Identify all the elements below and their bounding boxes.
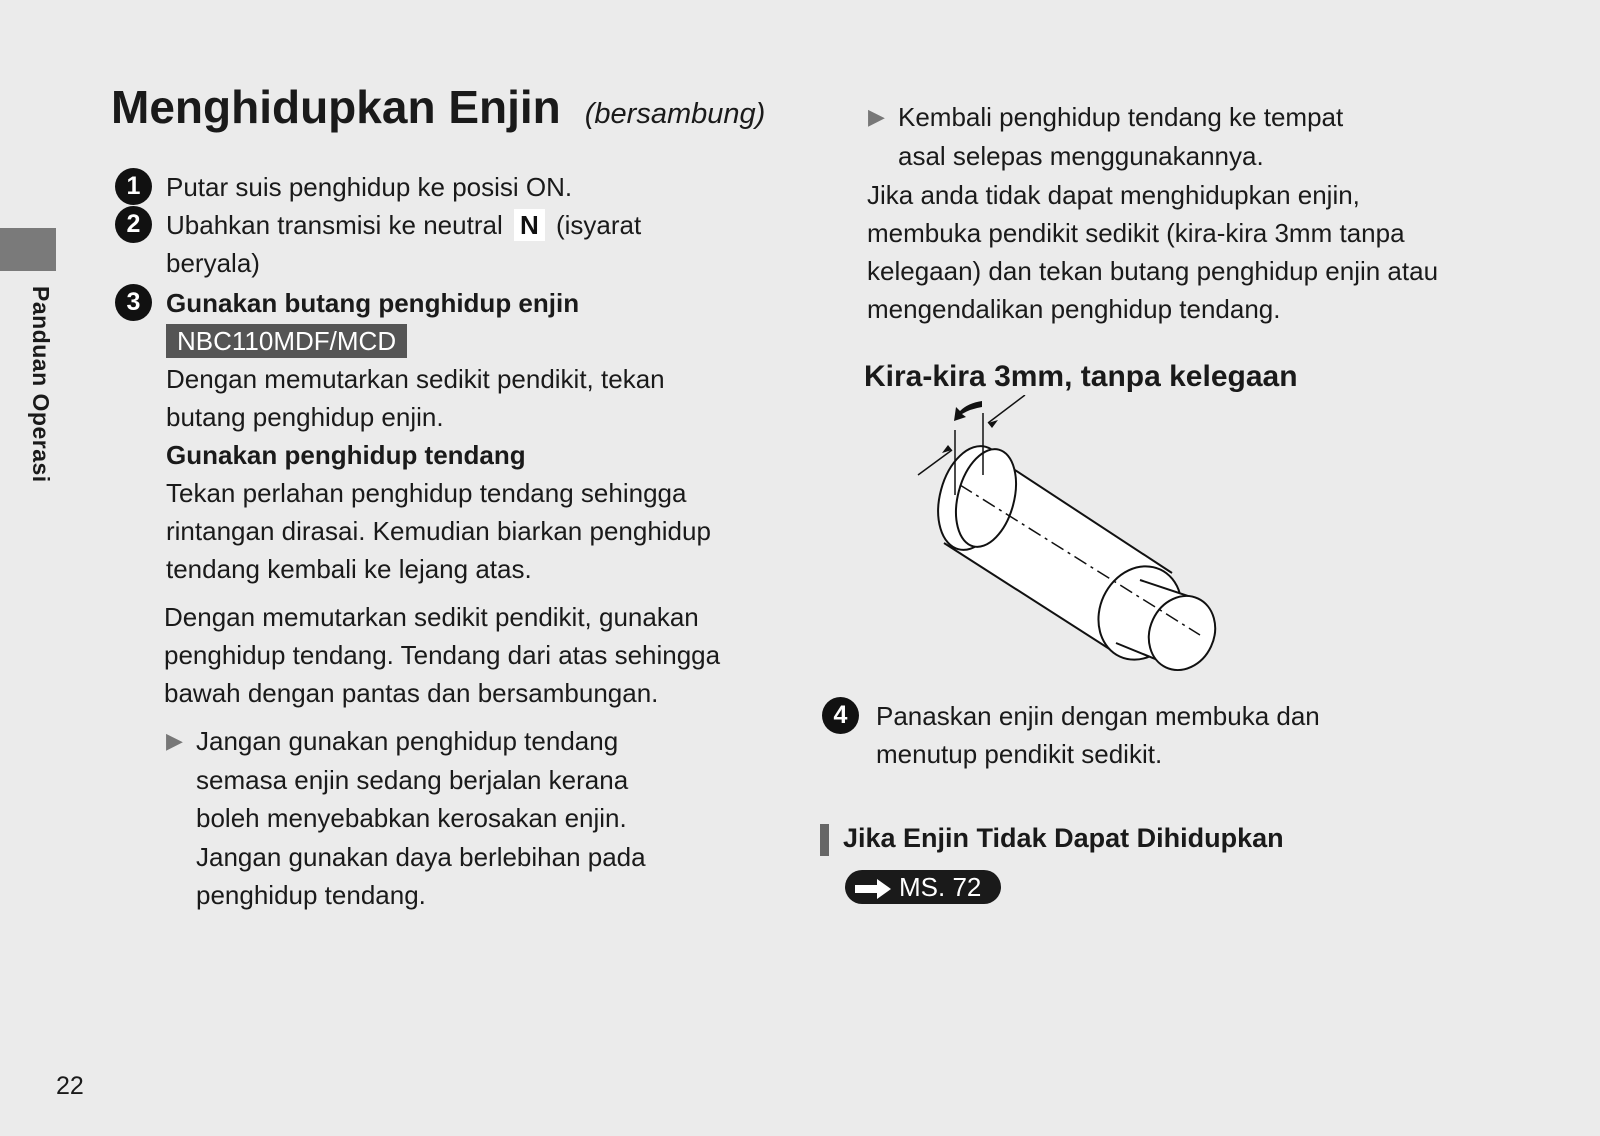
step-2-text-after: (isyarat beryala): [166, 210, 642, 278]
page-number: 22: [56, 1072, 84, 1100]
title-text: Menghidupkan Enjin: [111, 81, 561, 133]
note-left-text: Jangan gunakan penghidup tendang semasa enjin sedang berjalan kerana boleh menyebabkan kerosakan enjin. Jangan gunakan daya berlebihan pada penghidup tendang.: [196, 726, 646, 910]
right-paragraph: Jika anda tidak dapat menghidupkan enjin, membuka pendikit sedikit (kira-kira 3mm tanpa kelegaan) dan tekan butang penghidup enjin atau mengendalikan penghidup tendang.: [867, 180, 1439, 324]
triangle-bullet-icon: ▶: [166, 728, 183, 753]
kick-start-paragraph: Dengan memutarkan sedikit pendikit, gunakan penghidup tendang. Tendang dari atas sehingga bawah dengan pantas dan bersambungan.: [164, 602, 721, 708]
step-2: [115, 206, 715, 282]
neutral-indicator-badge: N: [514, 209, 545, 241]
triangle-bullet-icon: ▶: [868, 104, 885, 129]
step-number-2: 2: [115, 206, 152, 243]
step-3-heading: Gunakan butang penghidup enjin: [166, 288, 580, 318]
step-number-4: 4: [822, 697, 859, 734]
page-reference-link[interactable]: [845, 870, 1001, 904]
section-heading-text: Jika Enjin Tidak Dapat Dihidupkan: [843, 823, 1284, 853]
step-2-text: Ubahkan transmisi ke neutral: [166, 210, 503, 240]
step-4: [822, 697, 1382, 773]
step-3-text-2: Tekan perlahan penghidup tendang sehingga rintangan dirasai. Kemudian biarkan penghidup tendang kembali ke lejang atas.: [166, 478, 711, 584]
throttle-grip-illustration: [900, 395, 1260, 685]
title-subtitle: (bersambung): [584, 98, 766, 130]
figure-label: Kira-kira 3mm, tanpa kelegaan: [864, 360, 1298, 393]
section-heading: [820, 823, 1284, 856]
step-3: [115, 284, 735, 588]
side-section-label: Panduan Operasi: [28, 286, 54, 483]
note-right-text: Kembali penghidup tendang ke tempat asal selepas menggunakannya.: [898, 102, 1344, 171]
model-badge: NBC110MDF/MCD: [166, 324, 407, 358]
step-3-text: Dengan memutarkan sedikit pendikit, tekan butang penghidup enjin.: [166, 364, 665, 432]
step-number-3: 3: [115, 284, 152, 321]
note-right: [868, 98, 1388, 175]
step-1-text: Putar suis penghidup ke posisi ON.: [166, 172, 573, 202]
page-reference-text: MS. 72: [899, 872, 982, 902]
note-left: [166, 722, 686, 915]
step-4-text: Panaskan enjin dengan membuka dan menutup pendikit sedikit.: [876, 701, 1320, 769]
section-bar-marker: [820, 824, 829, 856]
page-title: [111, 80, 765, 134]
side-tab-marker: [0, 228, 56, 271]
step-1: [115, 168, 775, 206]
arrow-right-icon: [853, 878, 893, 900]
step-3-heading-2: Gunakan penghidup tendang: [166, 440, 526, 470]
step-number-1: 1: [115, 168, 152, 205]
